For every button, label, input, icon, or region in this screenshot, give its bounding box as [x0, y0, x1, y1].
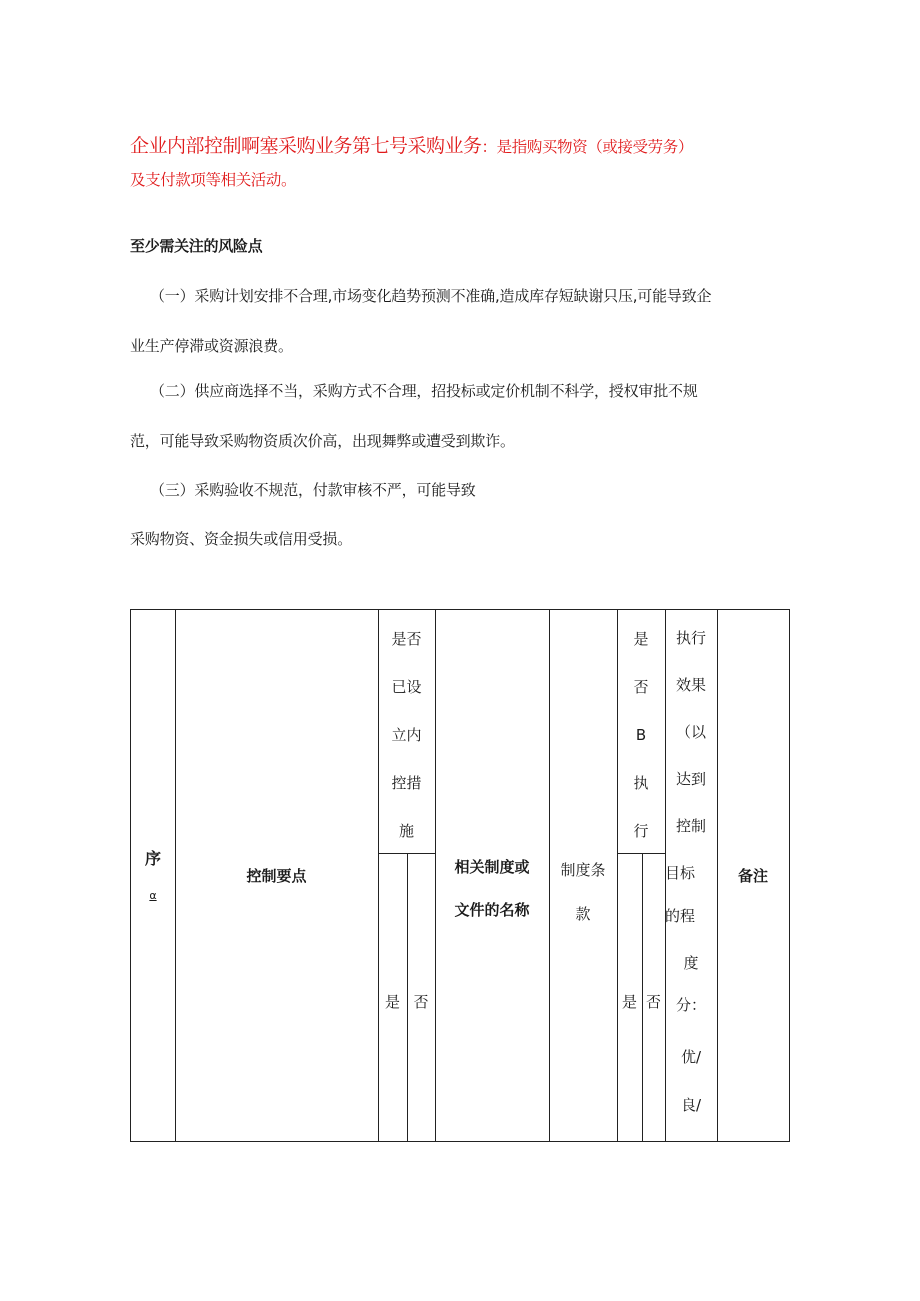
header-related-doc-line1: 相关制度或 [454, 858, 530, 876]
header-seq: 序 [144, 849, 161, 868]
risk-item-3 [130, 465, 790, 515]
header-effect-text: 良/ [680, 1096, 702, 1114]
risk-item-1-line2: 业生产停滞或资源浪费。 [130, 337, 293, 355]
header-seq-sub: α [149, 889, 157, 902]
header-effect-text: 优/ [680, 1048, 702, 1066]
header-executed-text: 是 [633, 630, 649, 648]
header-executed [617, 615, 665, 855]
title-line2: 及支付款项等相关活动。 [130, 171, 297, 189]
risk-item-2-line2: 范，可能导致采购物资质次价高，出现舞弊或遭受到欺诈。 [130, 432, 515, 450]
risk-item-2-line1: （二）供应商选择不当，采购方式不合理，招投标或定价机制不科学，授权审批不规 [150, 382, 698, 400]
risk-item-2 [130, 366, 790, 466]
risk-item-3-line2: 采购物资、资金损失或信用受损。 [130, 530, 353, 548]
header-related-doc [435, 846, 549, 932]
header-executed-yes: 是 [621, 993, 637, 1011]
header-remark: 备注 [737, 867, 768, 885]
header-effect-text: 的程 [665, 907, 696, 925]
header-clause [549, 848, 617, 936]
header-effect-text: 达到 [675, 770, 706, 788]
header-control-point: 控制要点 [246, 867, 307, 885]
header-effect-text: 分： [675, 996, 706, 1014]
risk-item-3-cont [130, 514, 790, 564]
control-table [130, 609, 790, 1142]
header-effect-text: 度 [683, 954, 699, 972]
header-effect-text: 控制 [675, 817, 706, 835]
header-established-text: 是否 [391, 630, 422, 648]
header-executed-text: 执 [633, 774, 649, 792]
risk-item-1 [130, 271, 790, 371]
header-executed-text: 否 [633, 678, 649, 696]
risk-item-3-line1: （三）采购验收不规范，付款审核不严，可能导致 [150, 481, 476, 499]
header-executed-text: 行 [633, 822, 649, 840]
document-title [130, 130, 810, 197]
header-effect-text: 执行 [675, 629, 706, 647]
header-executed-text: B [635, 726, 647, 744]
risk-heading: 至少需关注的风险点 [130, 237, 263, 255]
header-established-no: 否 [413, 993, 429, 1011]
header-established-yes: 是 [384, 993, 400, 1011]
risk-item-1-line1: （一）采购计划安排不合理,市场变化趋势预测不准确,造成库存短缺谢只压,可能导致企 [150, 287, 712, 305]
header-effect-text: 效果 [675, 676, 706, 694]
header-effect-text: 目标 [665, 864, 696, 882]
header-established [378, 615, 435, 855]
header-established-text: 立内 [391, 726, 422, 744]
header-clause-line1: 制度条 [560, 861, 606, 879]
header-established-text: 控措 [391, 774, 422, 792]
header-clause-line2: 款 [575, 905, 591, 923]
header-effect [665, 615, 717, 1115]
header-effect-text: （以 [675, 723, 706, 741]
header-executed-no: 否 [645, 993, 661, 1011]
header-established-text: 已设 [391, 678, 422, 696]
title-sub: ：是指购买物资（或接受劳务） [481, 138, 693, 156]
title-main: 企业内部控制啊塞采购业务第七号采购业务 [130, 135, 482, 157]
header-related-doc-line2: 文件的名称 [454, 901, 530, 919]
header-established-text: 施 [398, 822, 414, 840]
